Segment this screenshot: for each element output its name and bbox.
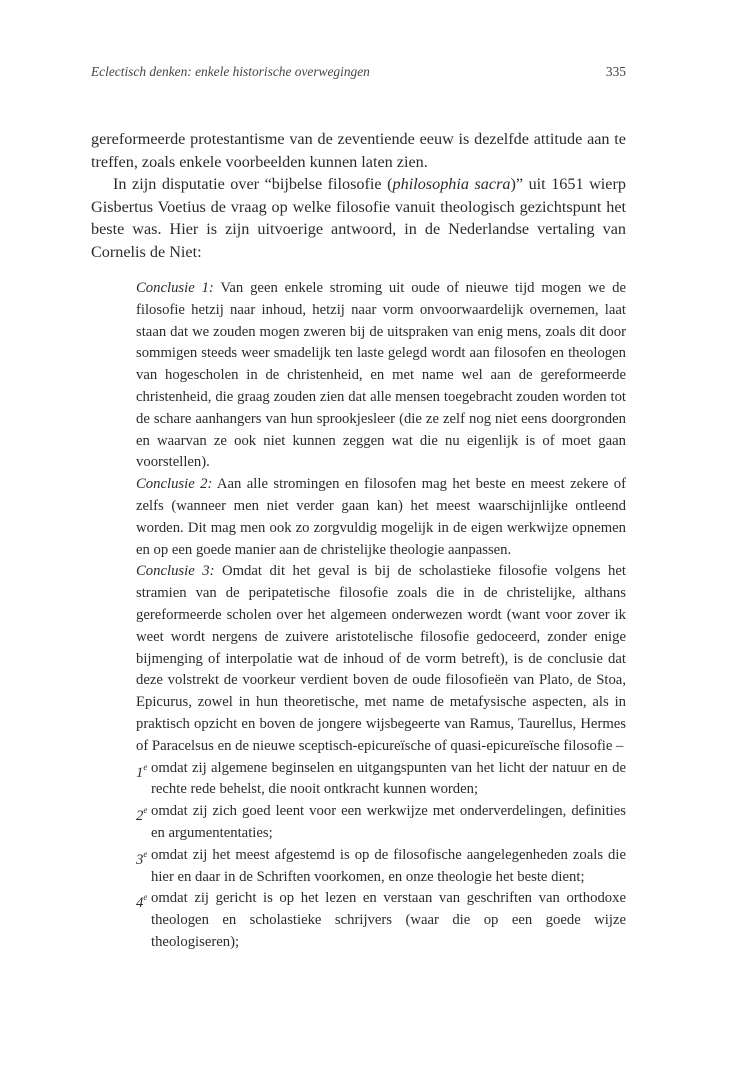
conclusion-3-text: Omdat dit het geval is bij de scholastieke filosofie volgens het stramien van de peripatetische filosofie zoals die in de christelijke, althans gereformeerde scholen over het algemeen onderwezen wordt (want voor zover ik weet wordt nergens de zuivere aristotelische filosofie gedoceerd, zonder enige bijmenging of interpolatie wat de inhoud of de vorm betreft), is de conclusie dat deze volstrekt de voorkeur verdient boven de oude filosofieën van Plato, de Stoa, Epicurus, zowel in hun theoretische, met name de metafysische aspecten, als in praktisch opzicht en boven de jongere wijsbegeerte van Ramus, Taurellus, Hermes of Paracelsus en de nieuwe sceptisch-epicureïsche of quasi-epicureïsche filosofie –: [136, 563, 626, 754]
running-header: [91, 64, 626, 84]
conclusion-2: [136, 474, 626, 561]
list-item: [136, 801, 626, 845]
list-item-digit: 3: [136, 851, 144, 868]
list-item-text: omdat zij gericht is op het lezen en verstaan van geschriften van orthodoxe theologen en scholastieke schrijvers (waar die op een goede wijze theologiseren);: [151, 890, 626, 950]
running-title: Eclectisch denken: enkele historische overwegingen: [91, 64, 370, 79]
list-item-ordinal: e: [143, 892, 148, 903]
list-item-ordinal: e: [143, 761, 148, 772]
body-text: [91, 128, 626, 264]
conclusion-3-label: Conclusie 3:: [136, 563, 215, 580]
list-item: [136, 758, 626, 802]
list-item-text: omdat zij algemene beginselen en uitgangspunten van het licht der natuur en de rechte rede behelst, die nooit ontkracht kunnen worden;: [151, 759, 626, 798]
page-number: 335: [605, 64, 626, 79]
conclusion-1-text: Van geen enkele stroming uit oude of nieuwe tijd mogen we de filosofie hetzij naar inhoud, hetzij naar vorm onvoorwaardelijk overnemen, laat staan dat we zouden mogen zweren bij de uitspraken van enig mens, zoals dit door sommigen steeds weer smadelijk ten laste gelegd wordt aan filosofen en theologen van hogescholen in de christenheid, en met name wel aan de gereformeerde christenheid, die graag zouden zien dat alle mensen toegebracht zouden worden tot de schare aanhangers van hun sprookjesleer (die ze zelf nog niet eens doorgronden en waarvan ze ook niet kunnen zeggen wat die nu eigenlijk is of moet gaan voorstellen).: [136, 280, 626, 471]
list-item-text: omdat zij zich goed leent voor een werkwijze met onderverdelingen, definities en argumententaties;: [151, 803, 626, 841]
list-item-digit: 4: [136, 895, 144, 912]
list-item-number: [136, 758, 147, 785]
list-item-ordinal: e: [143, 805, 148, 816]
list-item-text: omdat zij het meest afgestemd is op de filosofische aangelegenheden zoals die hier en daar in de Schriften voorkomen, en onze theologie het beste dient;: [151, 846, 626, 885]
list-item-number: [136, 845, 147, 872]
list-item: [136, 845, 626, 889]
list-item-digit: 2: [136, 808, 144, 825]
conclusion-2-text: Aan alle stromingen en filosofen mag het beste en meest zekere of zelfs (wanneer men niet verder gaan kan) het meest waarschijnlijke ontleend worden. Dit mag men ook zo zorgvuldig mogelijk in de eigen werkwijze opnemen en op een goede manier aan de christelijke theologie aanpassen.: [136, 476, 626, 558]
paragraph-2-end: )” uit 1651 wierp Gisbertus Voetius de vraag op welke filosofie vanuit theologisch gezichtspunt het beste was. Hier is zijn uitvoerige antwoord, in de Nederlandse vertaling van Cornelis de Niet:: [91, 175, 626, 261]
paragraph-1: gereformeerde protestantisme van de zeventiende eeuw is dezelfde attitude aan te treffen, zoals enkele voorbeelden kunnen laten zien.: [91, 130, 626, 171]
paragraph-2-italic-term: philosophia sacra: [392, 175, 511, 194]
list-item-number: [136, 888, 147, 915]
conclusion-3: [136, 561, 626, 757]
list-item-ordinal: e: [143, 848, 148, 859]
paragraph-2-start: In zijn disputatie over “bijbelse filosofie (: [113, 175, 393, 194]
conclusion-1: [136, 278, 626, 474]
paragraph-2: [91, 173, 626, 263]
conclusion-1-label: Conclusie 1:: [136, 280, 214, 296]
list-item-digit: 1: [136, 764, 144, 781]
conclusion-2-label: Conclusie 2:: [136, 476, 213, 493]
list-item-number: [136, 801, 147, 828]
list-item: [136, 888, 626, 953]
block-quote: [136, 278, 626, 954]
